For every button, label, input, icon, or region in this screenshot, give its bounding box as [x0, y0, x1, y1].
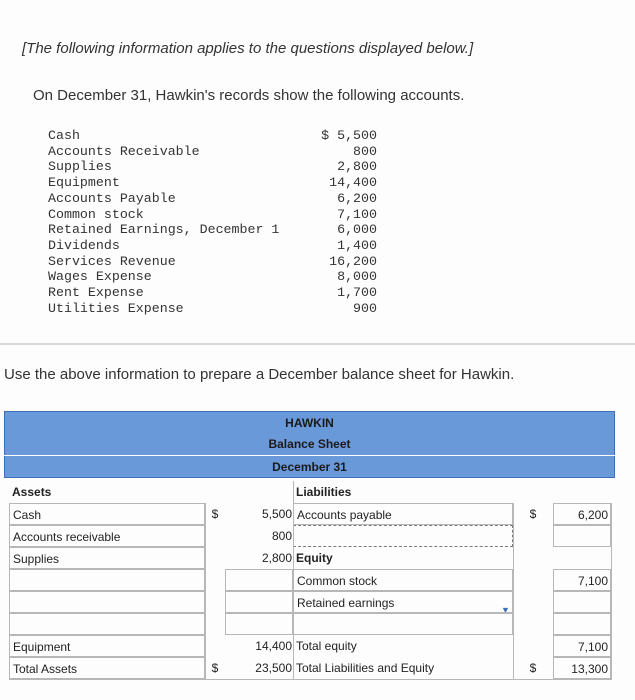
account-amount: 800 [353, 143, 377, 159]
equity-label-input[interactable] [293, 613, 513, 635]
equity-heading: Equity [296, 551, 333, 565]
account-name: Common stock [48, 206, 144, 222]
account-name: Utilities Expense [48, 300, 184, 316]
cash-label[interactable]: Cash [9, 503, 205, 525]
account-name: Accounts Receivable [48, 143, 200, 159]
intro-text: [The following information applies to the questions displayed below.] [22, 40, 474, 57]
ap-amount[interactable]: 6,200 [553, 503, 611, 525]
account-amount: $ 5,500 [321, 128, 377, 143]
equipment-amount[interactable]: 14,400 [255, 639, 292, 653]
column-divider [513, 503, 514, 679]
company-name: HAWKIN [4, 411, 615, 433]
account-amount: 14,400 [329, 175, 377, 191]
account-row [48, 191, 378, 207]
account-name: Cash [48, 128, 80, 143]
account-name: Wages Expense [48, 269, 152, 285]
cash-amount[interactable]: 5,500 [261, 507, 292, 521]
cash-dollar-sign: $ [211, 507, 219, 521]
liability-dropdown[interactable] [293, 525, 513, 547]
account-name: Services Revenue [48, 253, 176, 269]
accounts-list [48, 128, 378, 316]
account-name: Equipment [48, 175, 120, 191]
equipment-label[interactable]: Equipment [9, 635, 205, 657]
account-amount: 8,000 [337, 269, 377, 285]
table-border [9, 503, 10, 679]
account-row [48, 254, 378, 270]
total-le-amount[interactable]: 13,300 [553, 657, 611, 679]
sheet-title: Balance Sheet [4, 433, 615, 455]
account-amount: 1,400 [337, 237, 377, 253]
asset-label-input[interactable] [9, 591, 205, 613]
account-row [48, 175, 378, 191]
chevron-down-icon[interactable]: ▼ [501, 605, 510, 615]
ap-label[interactable]: Accounts payable [293, 503, 513, 525]
column-divider [205, 503, 206, 679]
sheet-date: December 31 [4, 456, 615, 478]
instruction-text: Use the above information to prepare a December balance sheet for Hawkin. [4, 366, 515, 383]
account-name: Accounts Payable [48, 190, 176, 206]
re-label[interactable]: Retained earnings [293, 591, 513, 613]
account-amount: 6,200 [337, 190, 377, 206]
asset-amount-input[interactable] [225, 569, 293, 591]
liabilities-heading: Liabilities [296, 485, 352, 499]
asset-amount-input[interactable] [225, 591, 293, 613]
account-amount: 900 [353, 300, 377, 316]
account-amount: 7,100 [337, 206, 377, 222]
account-name: Supplies [48, 159, 112, 175]
account-row [48, 207, 378, 223]
account-row [48, 144, 378, 160]
total-assets-amount[interactable]: 23,500 [255, 661, 292, 675]
account-row [48, 159, 378, 175]
account-row [48, 269, 378, 285]
account-amount: 16,200 [329, 253, 377, 269]
asset-label-input[interactable] [9, 569, 205, 591]
account-amount: 1,700 [337, 285, 377, 301]
account-row [48, 285, 378, 301]
total-assets-dollar-sign: $ [211, 661, 219, 675]
balance-sheet [4, 407, 615, 687]
supplies-amount[interactable]: 2,800 [261, 551, 292, 565]
account-amount: 6,000 [337, 222, 377, 238]
column-divider [293, 481, 294, 679]
liability-amount-input[interactable] [553, 525, 611, 547]
table-border [611, 503, 612, 679]
account-name: Retained Earnings, December 1 [48, 222, 280, 238]
account-row [48, 128, 378, 144]
supplies-label[interactable]: Supplies [9, 547, 205, 569]
account-row [48, 222, 378, 238]
re-amount-input[interactable] [553, 591, 611, 613]
total-equity-amount[interactable]: 7,100 [553, 635, 611, 657]
account-amount: 2,800 [337, 159, 377, 175]
subintro-text: On December 31, Hawkin's records show the following accounts. [33, 87, 465, 104]
cs-label[interactable]: Common stock [293, 569, 513, 591]
account-name: Rent Expense [48, 285, 144, 301]
account-row [48, 238, 378, 254]
total-assets-label[interactable]: Total Assets [9, 657, 205, 679]
section-divider [0, 343, 635, 345]
ar-amount[interactable]: 800 [271, 529, 292, 543]
total-equity-label: Total equity [296, 639, 357, 653]
equity-amount-input[interactable] [553, 613, 611, 635]
total-le-label: Total Liabilities and Equity [296, 661, 435, 675]
account-row [48, 301, 378, 317]
asset-amount-input[interactable] [225, 613, 293, 635]
ar-label[interactable]: Accounts receivable [9, 525, 205, 547]
ap-dollar-sign: $ [529, 507, 537, 521]
cs-amount[interactable]: 7,100 [553, 569, 611, 591]
table-border [9, 679, 612, 680]
account-name: Dividends [48, 237, 120, 253]
asset-label-input[interactable] [9, 613, 205, 635]
assets-heading: Assets [12, 485, 52, 499]
total-le-dollar-sign: $ [529, 661, 537, 675]
